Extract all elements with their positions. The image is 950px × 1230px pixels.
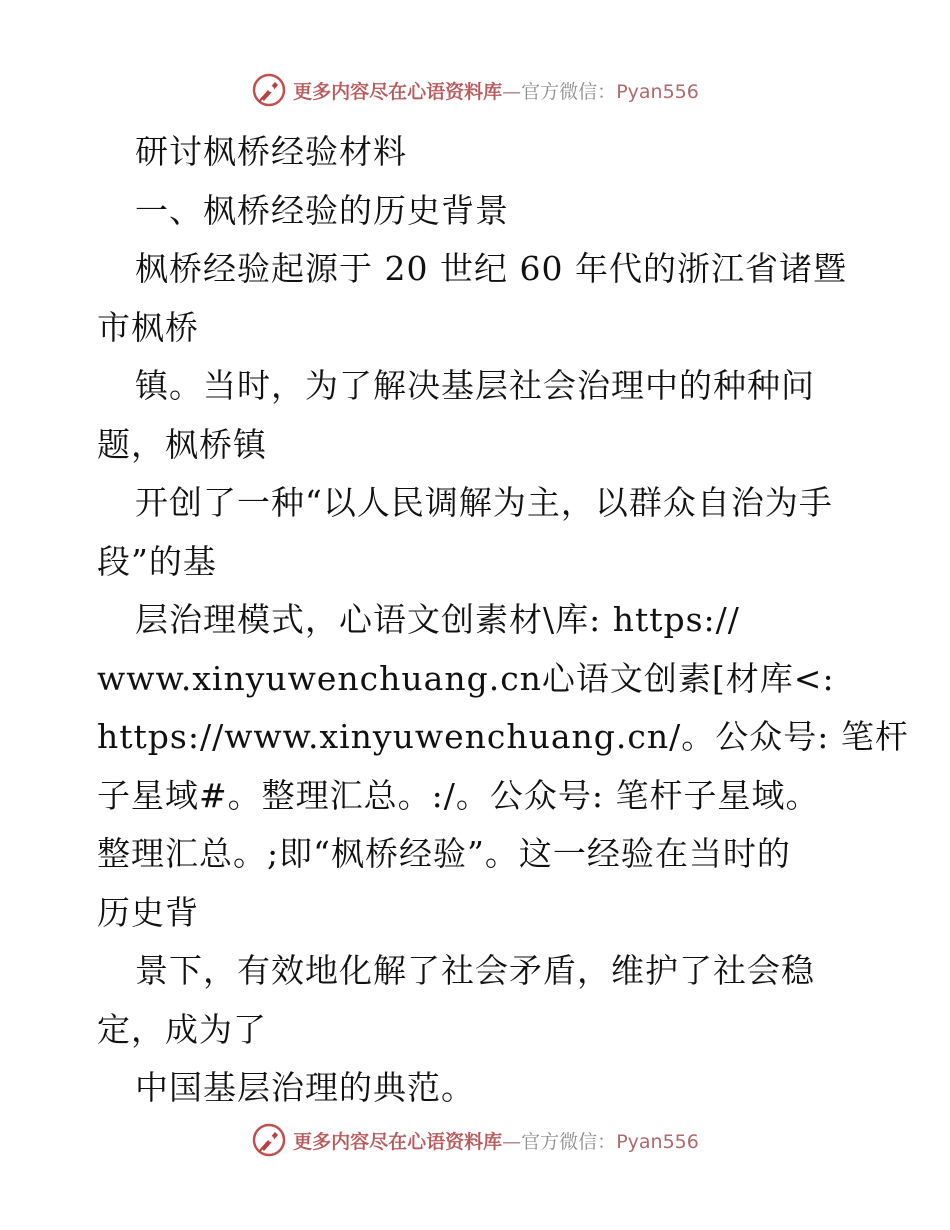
watermark-wechat-id: Pyan556 bbox=[616, 1130, 699, 1153]
paragraph-line: 段”的基 bbox=[97, 541, 217, 581]
paragraph-line: www.xinyuwenchuang.cn心语文创素[材库<: bbox=[97, 658, 835, 698]
paragraph-line: 子星域#。整理汇总。:/。公众号: 笔杆子星域。 bbox=[97, 775, 820, 815]
paragraph-line: 市枫桥 bbox=[97, 307, 199, 347]
watermark-dash: — bbox=[502, 1130, 522, 1153]
document-body bbox=[97, 123, 909, 1118]
paragraph-line: 整理汇总。;即“枫桥经验”。这一经验在当时的 bbox=[97, 834, 791, 873]
paragraph-line: 中国基层治理的典范。 bbox=[135, 1068, 475, 1107]
paragraph-line: 层治理模式，心语文创素材\库: https:// bbox=[135, 600, 740, 639]
footer-watermark bbox=[0, 1120, 950, 1160]
section-heading: 一、枫桥经验的历史背景 bbox=[135, 190, 509, 230]
paragraph-line: 开创了一种“以人民调解为主，以群众自治为手 bbox=[135, 483, 833, 522]
watermark-main-text: 更多内容尽在心语资料库 bbox=[293, 80, 503, 103]
watermark-dash: — bbox=[502, 80, 522, 103]
watermark-official-label: 官方微信： bbox=[521, 80, 617, 103]
document-title: 研讨枫桥经验材料 bbox=[135, 132, 407, 171]
header-watermark bbox=[0, 70, 950, 110]
paragraph-line: 历史背 bbox=[97, 892, 199, 932]
paragraph-line: 镇。当时，为了解决基层社会治理中的种种问 bbox=[135, 366, 815, 405]
paragraph-line: https://www.xinyuwenchuang.cn/。公众号: 笔杆 bbox=[97, 717, 909, 756]
paragraph-line: 景下，有效地化解了社会矛盾，维护了社会稳 bbox=[135, 951, 815, 990]
watermark-official-label: 官方微信： bbox=[521, 1130, 617, 1153]
paragraph-line: 定，成为了 bbox=[97, 1009, 267, 1049]
watermark-wechat-id: Pyan556 bbox=[616, 80, 699, 103]
watermark-main-text: 更多内容尽在心语资料库 bbox=[293, 1130, 503, 1153]
quill-logo-icon bbox=[251, 1122, 287, 1158]
quill-logo-icon bbox=[251, 72, 287, 108]
paragraph-line: 题，枫桥镇 bbox=[97, 424, 267, 464]
paragraph-line: 枫桥经验起源于 20 世纪 60 年代的浙江省诸暨 bbox=[135, 249, 847, 288]
